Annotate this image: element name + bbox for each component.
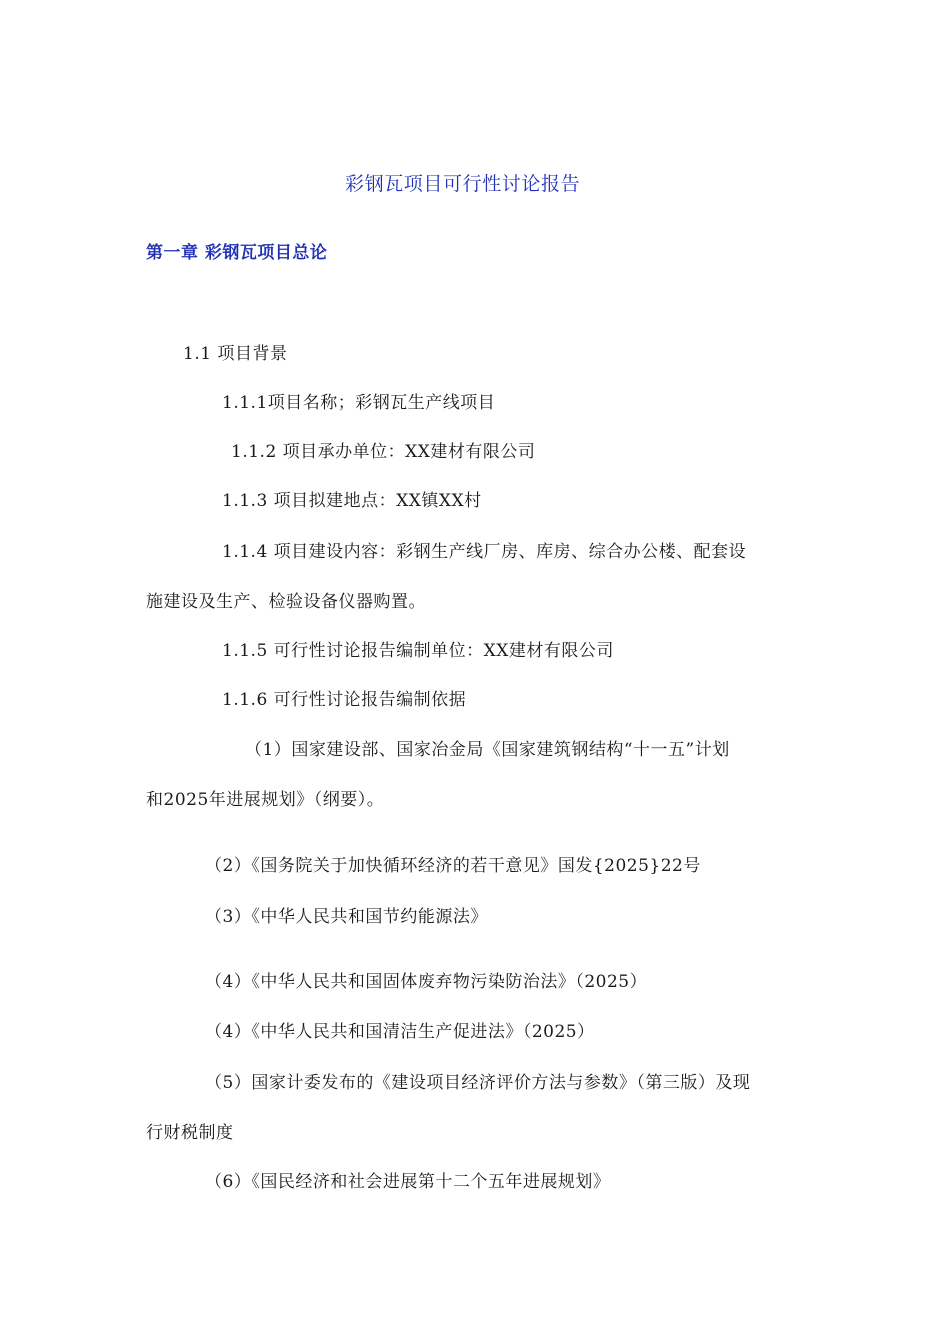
item-1-1-3: 1.1.3 项目拟建地点：XX镇XX村 xyxy=(222,491,482,511)
basis-2: （2）《国务院关于加快循环经济的若干意见》国发{2025}22号 xyxy=(205,856,701,876)
basis-3: （3）《中华人民共和国节约能源法》 xyxy=(205,907,488,927)
basis-5-line1: （5）国家计委发布的《建设项目经济评价方法与参数》（第三版）及现 xyxy=(205,1073,751,1093)
item-1-1-4-line2: 施建设及生产、检验设备仪器购置。 xyxy=(146,592,426,612)
basis-4a: （4）《中华人民共和国固体废弃物污染防治法》（2025） xyxy=(205,972,648,992)
basis-4b: （4）《中华人民共和国清洁生产促进法》（2025） xyxy=(205,1022,595,1042)
item-1-1-6: 1.1.6 可行性讨论报告编制依据 xyxy=(222,690,467,710)
document-title: 彩钢瓦项目可行性讨论报告 xyxy=(345,173,581,195)
basis-1-line2: 和2025年进展规划》（纲要）。 xyxy=(146,790,385,810)
item-1-1-2: 1.1.2 项目承办单位：XX建材有限公司 xyxy=(231,442,536,462)
basis-6: （6）《国民经济和社会进展第十二个五年进展规划》 xyxy=(205,1172,611,1192)
chapter-heading: 第一章 彩钢瓦项目总论 xyxy=(146,243,328,263)
basis-1-line1: （1）国家建设部、国家冶金局《国家建筑钢结构“十一五”计划 xyxy=(245,740,730,760)
basis-5-line2: 行财税制度 xyxy=(146,1123,234,1143)
item-1-1-5: 1.1.5 可行性讨论报告编制单位：XX建材有限公司 xyxy=(222,641,614,661)
section-heading-1-1: 1.1 项目背景 xyxy=(183,344,288,364)
item-1-1-1: 1.1.1项目名称；彩钢瓦生产线项目 xyxy=(222,393,496,413)
item-1-1-4-line1: 1.1.4 项目建设内容：彩钢生产线厂房、库房、综合办公楼、配套设 xyxy=(222,542,747,562)
